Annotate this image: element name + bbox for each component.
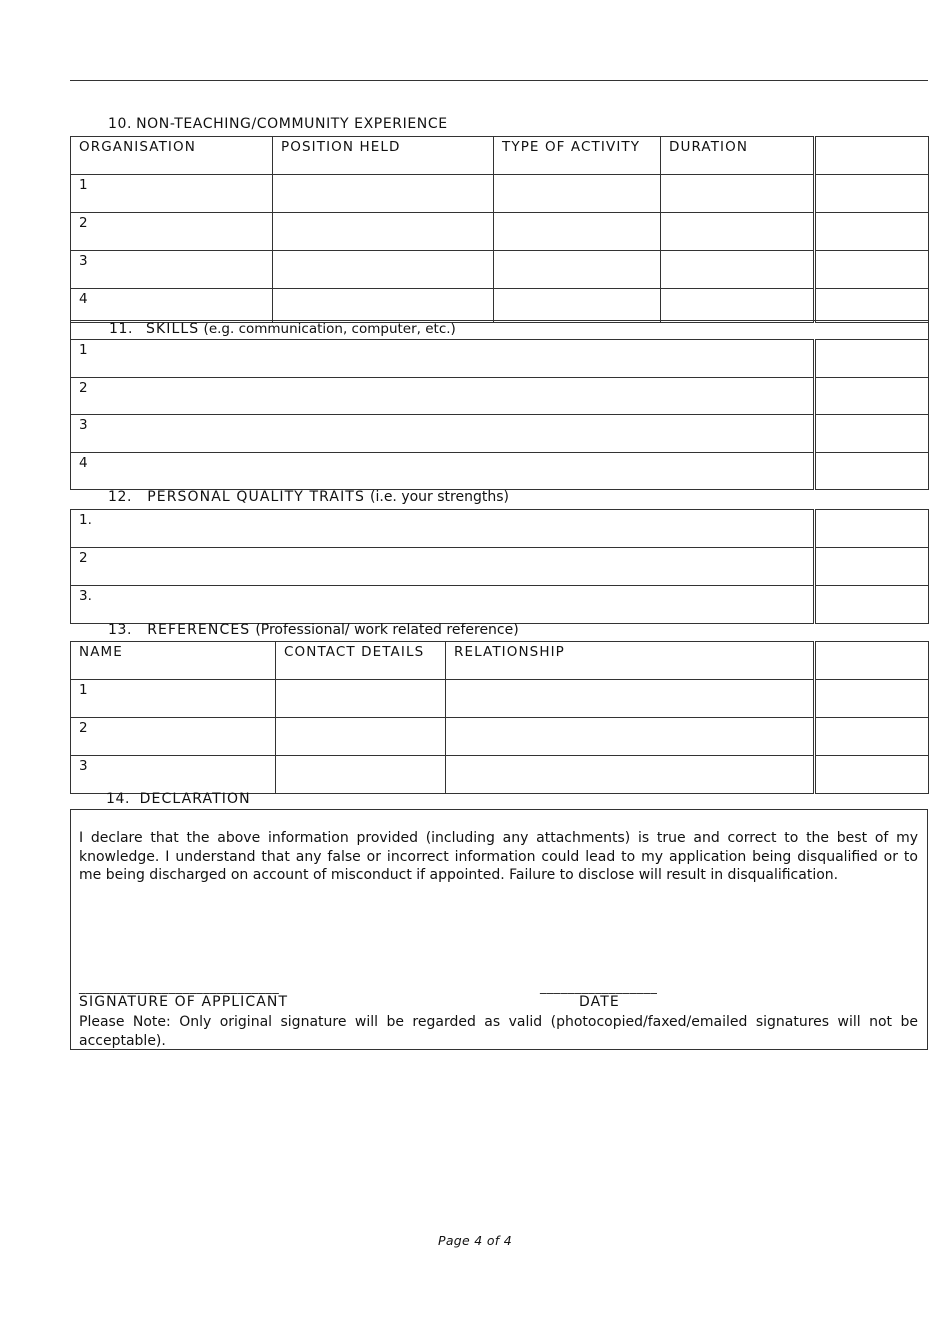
row-number[interactable]: 2 (71, 213, 273, 251)
date-line[interactable]: _________________ (540, 980, 658, 995)
position-cell[interactable] (273, 213, 494, 251)
signature-label: SIGNATURE OF APPLICANT (79, 994, 289, 1010)
declaration-box (70, 809, 928, 1050)
row-number[interactable]: 1 (71, 175, 273, 213)
section-11-heading: 11. SKILLS (e.g. communication, computer, etc.) (71, 321, 929, 340)
skill-entry[interactable]: 1 (71, 340, 815, 378)
table-row (71, 175, 929, 213)
position-cell[interactable] (273, 175, 494, 213)
office-use-cell (815, 642, 929, 680)
contact-details-cell[interactable] (276, 756, 446, 794)
table-row (71, 415, 929, 453)
date-label: DATE (579, 994, 620, 1010)
table-row (71, 289, 929, 323)
contact-details-cell[interactable] (276, 680, 446, 718)
reference-name-cell[interactable]: 1 (71, 680, 276, 718)
office-use-cell (815, 137, 929, 175)
office-use-cell (815, 289, 929, 323)
office-use-cell (815, 680, 929, 718)
quality-traits-table (70, 509, 929, 624)
position-cell[interactable] (273, 251, 494, 289)
table-header-row (71, 642, 929, 680)
reference-name-cell[interactable]: 3 (71, 756, 276, 794)
office-use-cell (815, 453, 929, 490)
skill-entry[interactable]: 3 (71, 415, 815, 453)
office-use-cell (815, 251, 929, 289)
table-row (71, 340, 929, 378)
skill-entry[interactable]: 4 (71, 453, 815, 490)
section-13-heading: 13. REFERENCES (Professional/ work related reference) (108, 622, 519, 638)
skills-table (70, 320, 929, 490)
relationship-cell[interactable] (446, 756, 815, 794)
signature-note: Please Note: Only original signature will be regarded as valid (photocopied/faxed/emailed signatures will not be acceptable). (79, 1014, 918, 1049)
office-use-cell (815, 175, 929, 213)
table-row (71, 718, 929, 756)
section-10-heading: 10. NON-TEACHING/COMMUNITY EXPERIENCE (108, 116, 448, 132)
experience-table (70, 136, 929, 323)
relationship-cell[interactable] (446, 718, 815, 756)
signature-line[interactable]: _____________________________ (79, 980, 280, 995)
activity-cell[interactable] (494, 251, 661, 289)
header-duration: DURATION (661, 137, 815, 175)
relationship-cell[interactable] (446, 680, 815, 718)
table-row (71, 548, 929, 586)
trait-entry[interactable]: 2 (71, 548, 815, 586)
table-row (71, 680, 929, 718)
trait-entry[interactable]: 1. (71, 510, 815, 548)
office-use-cell (815, 718, 929, 756)
table-row (71, 586, 929, 624)
row-number[interactable]: 4 (71, 289, 273, 323)
duration-cell[interactable] (661, 213, 815, 251)
office-use-cell (815, 548, 929, 586)
table-row (71, 213, 929, 251)
table-row (71, 756, 929, 794)
duration-cell[interactable] (661, 175, 815, 213)
declaration-text: I declare that the above information provided (including any attachments) is true and correct to the best of my knowledge. I understand that any false or incorrect information could lead to my application being disqualified or to me being discharged on account of misconduct if appointed. Failure to disclose will result in disqualification. (79, 830, 918, 883)
office-use-cell (815, 340, 929, 378)
skills-heading-row (71, 321, 929, 340)
skill-entry[interactable]: 2 (71, 378, 815, 415)
section-12-heading: 12. PERSONAL QUALITY TRAITS (i.e. your strengths) (108, 489, 509, 505)
contact-details-cell[interactable] (276, 718, 446, 756)
office-use-cell (815, 510, 929, 548)
table-row (71, 378, 929, 415)
table-row (71, 251, 929, 289)
table-row (71, 453, 929, 490)
header-contact-details: CONTACT DETAILS (276, 642, 446, 680)
row-number[interactable]: 3 (71, 251, 273, 289)
header-organisation: ORGANISATION (71, 137, 273, 175)
reference-name-cell[interactable]: 2 (71, 718, 276, 756)
header-relationship: RELATIONSHIP (446, 642, 815, 680)
activity-cell[interactable] (494, 175, 661, 213)
duration-cell[interactable] (661, 289, 815, 323)
activity-cell[interactable] (494, 289, 661, 323)
activity-cell[interactable] (494, 213, 661, 251)
top-divider (70, 80, 928, 81)
office-use-cell (815, 213, 929, 251)
office-use-cell (815, 378, 929, 415)
header-name: NAME (71, 642, 276, 680)
office-use-cell (815, 586, 929, 624)
header-position-held: POSITION HELD (273, 137, 494, 175)
office-use-cell (815, 415, 929, 453)
references-table (70, 641, 929, 794)
trait-entry[interactable]: 3. (71, 586, 815, 624)
duration-cell[interactable] (661, 251, 815, 289)
section-14-heading: 14. DECLARATION (106, 791, 251, 807)
header-type-of-activity: TYPE OF ACTIVITY (494, 137, 661, 175)
table-row (71, 510, 929, 548)
position-cell[interactable] (273, 289, 494, 323)
office-use-cell (815, 756, 929, 794)
page-number: Page 4 of 4 (438, 1233, 512, 1248)
table-header-row (71, 137, 929, 175)
